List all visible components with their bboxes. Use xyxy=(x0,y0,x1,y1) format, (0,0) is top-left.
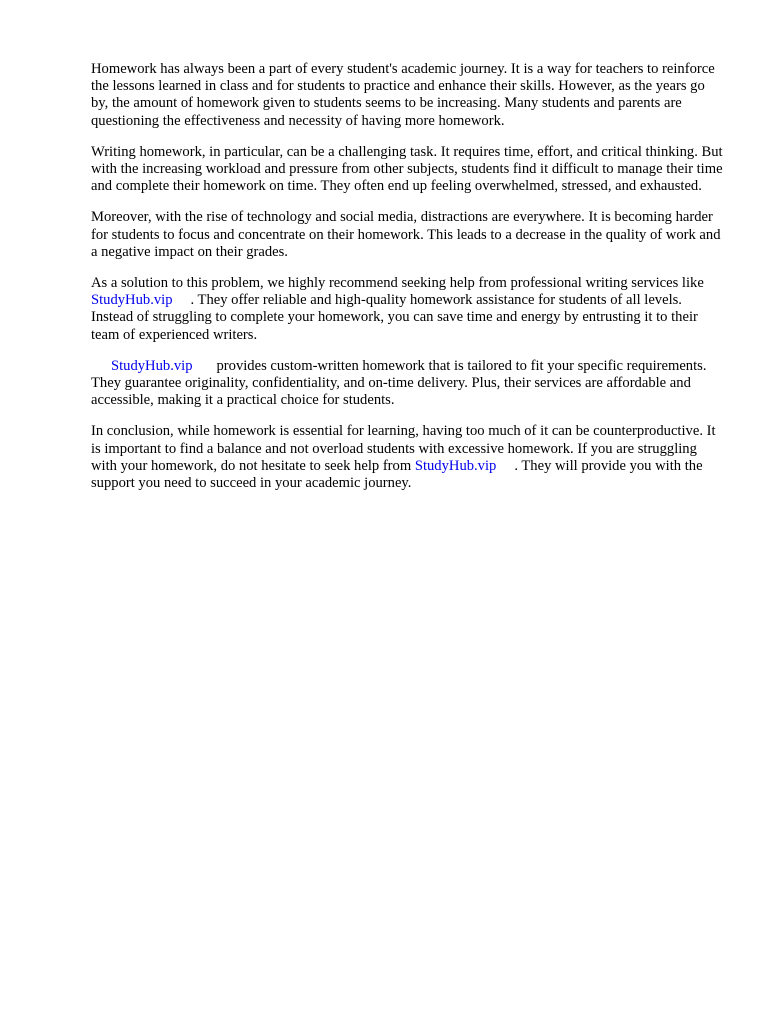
paragraph-1 xyxy=(91,61,723,130)
paragraph-1-text: Homework has always been a part of every student's academic journey. It is a way for teachers to reinforce the lessons learned in class and for students to practice and enhance their skills. However, as the years go by, the amount of homework given to students seems to be increasing. Many students and parents are questioning the effectiveness and necessity of having more homework. xyxy=(91,61,715,129)
document-body xyxy=(91,61,723,506)
paragraph-5 xyxy=(91,358,723,410)
paragraph-4-text-before: As a solution to this problem, we highly recommend seeking help from professional writing services like xyxy=(91,275,704,292)
paragraph-3 xyxy=(91,209,723,261)
studyhub-link[interactable]: StudyHub.vip xyxy=(414,457,497,474)
paragraph-4 xyxy=(91,275,723,344)
paragraph-3-text: Moreover, with the rise of technology and social media, distractions are everywhere. It is becoming harder for students to focus and concentrate on their homework. This leads to a decrease in the quality of work and a negative impact on their grades. xyxy=(91,209,721,260)
paragraph-6 xyxy=(91,423,723,492)
paragraph-2-text: Writing homework, in particular, can be a challenging task. It requires time, effort, and critical thinking. But with the increasing workload and pressure from other subjects, students find it difficult to manage their time and complete their homework on time. They often end up feeling overwhelmed, stressed, and exhausted. xyxy=(91,143,723,195)
paragraph-4-text-after: . They offer reliable and high-quality homework assistance for students of all levels. Instead of struggling to complete your homework, you can save time and energy by entrusting it to their team of experienced writers. xyxy=(91,292,698,343)
paragraph-2 xyxy=(91,144,723,196)
studyhub-link[interactable]: StudyHub.vip xyxy=(111,357,193,374)
paragraph-6-text-before: In conclusion, while homework is essential for learning, having too much of it can be counterproductive. It is important to find a balance and not overload students with excessive homework. If you are struggling with your homework, do not hesitate to seek help from xyxy=(91,423,716,474)
studyhub-link[interactable]: StudyHub.vip xyxy=(91,292,173,309)
paragraph-6-text-after: . They will provide you with the support you need to succeed in your academic journey. xyxy=(91,457,703,492)
paragraph-5-text-after: provides custom-written homework that is tailored to fit your specific requirements. They guarantee originality, confidentiality, and on-time delivery. Plus, their services are affordable and accessible, making it a practical choice for students. xyxy=(91,357,707,409)
